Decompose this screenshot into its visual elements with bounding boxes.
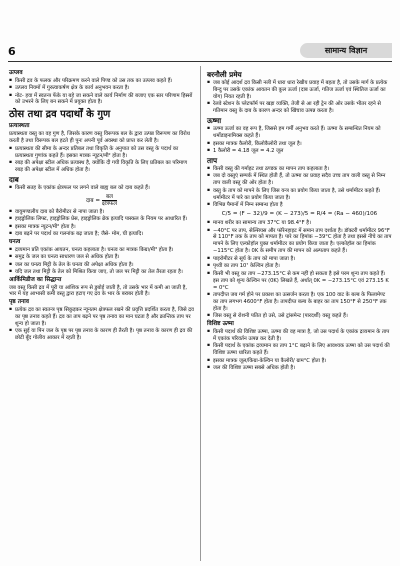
dab-formula-lhs: दाब = — [85, 197, 101, 204]
taap-item: ▪ विभिन्न पैमानों में निम्न सम्बन्ध होता है — [207, 202, 392, 209]
pratyasthata-item: ▪ प्रत्यास्थता की सीमा के अन्दर प्रतिबल तथा विकृति के अनुपात को उस वस्तु के पदार्थ का प्रत्यास्थता गुणांक कहते हैं। इसका मात्रक न्यूटन/मी² होता है। — [9, 146, 194, 160]
ghanatva-item: ▪ यदि जल तथा मिट्टी के तेल को मिश्रित किया जाए, तो जल पर मिट्टी का तेल तैरता रहता है। — [9, 269, 194, 276]
taap-item: ▪ पृथ्वी का ताप 10⁷ केल्विन होता है। — [207, 263, 392, 270]
taap-item: ▪ जब दो वस्तुएं सम्पर्क में स्थित होती हैं, तो ऊष्मा का प्रवाह सदैव उच्च ताप वाली वस्तु से निम्न ताप वाली वस्तु की ओर होता है। — [207, 173, 392, 187]
dab-item: ▪ हाइड्रोलिक लिफ्ट, हाइड्रोलिक प्रेस, हाइड्रोलिक ब्रेक इत्यादि पास्कल के नियम पर आधारित हैं। — [9, 216, 194, 223]
ushma-item: ▪ ऊष्मा ऊर्जा का वह रूप है, जिससे हम गर्मी अनुभव करते हैं। ऊष्मा के सम्बन्धित नियम को थर्मोडाइनामिक्स कहते हैं। — [207, 126, 392, 140]
taap-item: ▪ किसी वस्तु की गर्माहट तथा ठण्डक का मापन ताप कहलाता है। — [207, 166, 392, 173]
vishisht-item: ▪ किसी पदार्थ की विशिष्ट ऊष्मा, ऊष्मा की वह मात्रा है, जो उस पदार्थ के एकांक द्रव्यमान के ताप में एकांक परिवर्तन उत्पन्न कर देती है। — [207, 329, 392, 343]
page-number: 6 — [8, 45, 16, 58]
pratyasthata-item: ▪ रबड़ की अपेक्षा स्टील अधिक प्रत्यास्थ है, क्योंकि दी गयी विकृति के लिए प्रतिबल का परिमाण रबड़ की अपेक्षा स्टील में अधिक होता है। — [9, 160, 194, 174]
dab-numerator: बल — [102, 194, 117, 201]
ushma-item: ▪ 1 कैलोरी = 4.18 जूल = 4.2 जूल — [207, 148, 392, 155]
taap-heading: ताप — [207, 155, 218, 165]
upaphan-heading: उत्प्लव — [9, 70, 23, 76]
taap-item: ▪ मानव शरीर का सामान्य ताप 37°C या 98.4°F है। — [207, 220, 392, 227]
dab-formula — [9, 194, 194, 207]
vishisht-item: ▪ जल की विशिष्ट ऊष्मा सबसे अधिक होती है। — [207, 365, 392, 372]
ushma-heading: ऊष्मा — [207, 116, 222, 126]
ushma-item: ▪ इसका मात्रक कैलोरी, किलोकैलोरी तथा जूल है। — [207, 141, 392, 148]
ghanatva-item: ▪ समुद्र के जल का घनत्व साधारण जल से अधिक होता है। — [9, 254, 194, 261]
dab-heading: दाब — [9, 174, 19, 184]
header-rule — [8, 61, 392, 62]
ghanatva-heading: घनत्व — [9, 239, 21, 246]
archimedes-heading: आर्किमिडीज का सिद्धान्त — [9, 277, 62, 284]
prishth-item: ▪ एक सुई या पिन जल के पृष्ठ पर पृष्ठ तनाव के कारण ही तैरती है। पृष्ठ तनाव के कारण ही द्रव की छोटी बूँद गोलीय आकार में रहती है। — [9, 328, 194, 342]
chapter-title: सामान्य विज्ञान — [300, 43, 392, 58]
taap-item: ▪ −40°C पर ताप, सेल्सियस और फॉरेनहाइट में समान ताप दर्शाता है। डॉक्टरी थर्मामीटर 96°F से 110°F तक के ताप को मापता है। पारे का हिमांक −39°C होता है तथा इससे नीचे का ताप मापने के लिए एल्कोहॉल युक्त थर्मामीटर का प्रयोग किया जाता है। एल्कोहॉल का हिमांक −115°C होता है। 0K के समीप ताप की मापन को अल्पताप कहते हैं। — [207, 228, 392, 256]
ghanatva-item: ▪ जल का घनत्व मिट्टी के तेल के घनत्व की अपेक्षा अधिक होता है। — [9, 262, 194, 269]
upaphan-item: ▪ उत्प्लव नियमों में गुरुत्वाकर्षण क्षेत्र के कार्य अनुभवन करता है। — [9, 85, 194, 92]
bernoulli-heading: बरनौली प्रमेय — [207, 70, 242, 79]
upaphan-item: ▪ किसी द्रव के फलक और परिक्रमण करने वाले पिण्ड को उस तक का उत्प्लव कहते हैं। — [9, 78, 194, 85]
vishisht-heading: विशिष्ट ऊष्मा — [207, 321, 234, 328]
taap-item: ▪ तापदीप्त जब गर्म होने पर प्रकाश का उत्सर्जन करता है। एक 100 वाट के बल्ब के फिलामेण्ट का ताप लगभग 4600°F होता है। तापदीप्त बल्ब के बाहर का ताप 150°F से 250°F तक होता है। — [207, 292, 392, 313]
dab-item: ▪ इसका मात्रक न्यूटन/मी² होता है। — [9, 224, 194, 231]
prishth-item: ▪ प्रत्येक द्रव का स्वतन्त्र पृष्ठ सिकुड़कर न्यूनतम क्षेत्रफल रखने की प्रवृत्ति प्रदर्शित करता है, जिसे द्रव का पृष्ठ तनाव कहते हैं। द्रव का ताप बढ़ने पर पृष्ठ तनाव का मान घटता है और क्रान्तिक ताप पर शून्य हो जाता है। — [9, 307, 194, 328]
taap-formula: C/5 = (F − 32)/9 = (K − 273)/5 = R/4 = (Ra − 460)/106 — [221, 211, 378, 218]
taap-item: ▪ वस्तु के ताप को मापने के लिए जिस यन्त्र का प्रयोग किया जाता है, उसे थर्मामीटर कहते हैं। थर्मामीटर में पारे का प्रयोग किया जाता है। — [207, 188, 392, 202]
taap-item: ▪ जिस वस्तु से रोशनी पतित हो उसे, उसे ट्रांसमेन्ट (पारदर्शी) वस्तु कहते हैं। — [207, 313, 392, 320]
vishisht-item: ▪ इसका मात्रक जूल/किग्रा-केल्विन या कैलोरी/ ग्राम°C होता है। — [207, 358, 392, 365]
page-header — [8, 45, 392, 59]
pratyasthata-heading: प्रत्यास्थता — [9, 123, 30, 130]
dab-item: ▪ किसी सतह के एकांक क्षेत्रफल पर लगने वाले बाह्य बल को दाब कहते हैं। — [9, 185, 194, 192]
section-title: ठोस तथा द्रव पदार्थों के गुण — [9, 109, 111, 121]
dab-denominator: क्षेत्रफल — [101, 200, 118, 207]
archimedes-paragraph: जब वस्तु किसी द्रव में पूरी या आंशिक रूप से डुबोई जाती है, तो उसके भार में कमी आ जाती है, भार में यह आभासी कमी वस्तु द्वारा हटाए गए द्रव के भार के बराबर होती है। — [9, 284, 187, 298]
dab-item: ▪ वायुमण्डलीय दाब को बैरोमीटर से नापा जाता है। — [9, 209, 194, 216]
pratyasthata-paragraph: प्रत्यास्थता वस्तु का वह गुण है, जिसके कारण वस्तु विरूपक बल के द्वारा उत्पन्न विरूपण का विरोध करती है तथा विरूपक बल हटते ही पुनः अपनी पूर्व अवस्था को प्राप्त कर लेती है। — [9, 130, 190, 144]
taap-item: ▪ किसी भी वस्तु का ताप −273.15°C से कम नहीं हो सकता है इसे परम शून्य ताप कहते हैं। इस ताप को शून्य केल्विन पर (0K) लिखते हैं, अर्थात् 0K = −273.15°C एवं 273.15 K = 0°C — [207, 271, 392, 292]
prishth-heading: पृष्ठ तनाव — [9, 299, 29, 306]
taap-item: ▪ पाइरोमीटर से सूर्य के ताप को मापा जाता है। — [207, 256, 392, 263]
left-column — [9, 69, 194, 343]
ghanatva-item: ▪ द्रव्यमान प्रति एकांक आयतन, घनत्व कहलाता है। घनत्व का मात्रक किग्रा/मी³ होता है। — [9, 247, 194, 254]
bernoulli-item: ▪ जब कोई आदर्श द्रव किसी नली में धारा धारा रेखीय प्रवाह में बहता है, तो उसके मार्ग के प्रत्येक बिन्दु पर उसके एकांक आयतन की कुल ऊर्जा (दाब ऊर्जा, गतिज ऊर्जा एवं स्थितिज ऊर्जा का योग) नियत रहती है। — [207, 80, 392, 101]
right-column — [207, 69, 392, 373]
vishisht-item: ▪ किसी पदार्थ के एकांक द्रव्यमान का ताप 1°C बढ़ाने के लिए आवश्यक ऊष्मा को उस पदार्थ की विशिष्ट ऊष्मा धारिता कहते हैं। — [207, 343, 392, 357]
dab-item: ▪ दाब बढ़ने पर पदार्थ का गलनांक बढ़ जाता है; जैसे- मोम, घी इत्यादि। — [9, 231, 194, 238]
bernoulli-item: ▪ रेलवे स्टेशन के प्लेटफॉर्म पर खड़ा व्यक्ति, तेजी से आ रही ट्रेन की ओर उसके भीतर रहने से गतिमान वस्तु के दाब के कारण अन्दर को खिंचाव उत्पन्न करता है। — [207, 101, 392, 115]
upaphan-note: ▪ नोट- हवा में स्वतन्त्र फेंके या बहे जा सकने वाले कार्य निर्माण की बजाए एक स्तर परिणाम हिस्सों को उभरने के लिए बन सकने में प्रयुक्त होता है। — [9, 93, 194, 107]
column-divider — [200, 66, 201, 561]
dab-fraction — [102, 194, 117, 207]
